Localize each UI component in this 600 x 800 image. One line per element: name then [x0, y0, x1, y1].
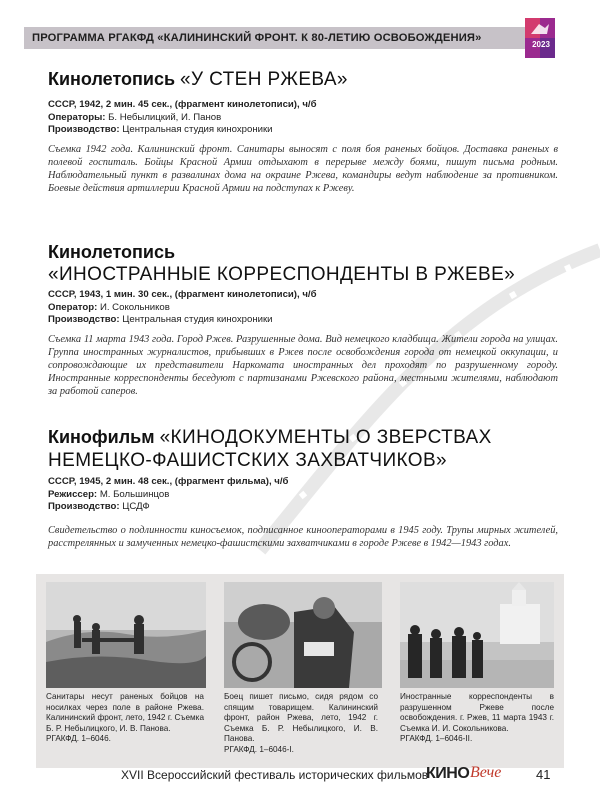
festival-logo-icon	[525, 18, 555, 58]
entry-title-text: «КИНОДОКУМЕНТЫ О ЗВЕРСТВАХ	[159, 427, 492, 448]
footer-brand-kino: КИНО	[426, 765, 470, 782]
entry-operators: Операторы: Б. Небылицкий, И. Панов	[48, 111, 222, 123]
entry-description: Свидетельство о подлинности киносъемок, подписанное кинооператорами в 1945 году. Трупы мирных жителей, расстрелянных и замученных немецко-фашистскими захватчиками в городе Ржеве в 1942—1943 годах.	[48, 524, 558, 549]
header-bar	[24, 27, 554, 49]
entry-description: Съемка 11 марта 1943 года. Город Ржев. Разрушенные дома. Вид немецкого кладбища. Жители города на улицах. Группа иностранных журналистов, прибывших в Ржев после освобождения города от немецкой оккупации, и сопровождающие их представители Наркомата иностранных дел проходят по разрушенному городу. Иностранные корреспонденты беседуют с партизанами Ржевского района, местными жителями, наблюдают за работой саперов.	[48, 333, 558, 397]
page-footer	[0, 762, 600, 786]
photo-correspondents	[400, 582, 554, 688]
header-title: ПРОГРАММА РГАКФД «КАЛИНИНСКИЙ ФРОНТ. К 80-ЛЕТИЮ ОСВОБОЖДЕНИЯ»	[32, 32, 482, 44]
entry-details: СССР, 1943, 1 мин. 30 сек., (фрагмент кинолетописи), ч/б	[48, 289, 317, 300]
photo-stretcher-bearers	[46, 582, 206, 688]
entry-title	[48, 68, 558, 91]
entry-title-line2	[48, 449, 558, 472]
entry-production: Производство: Центральная студия кинохроники	[48, 314, 273, 325]
photo-caption-3: Иностранные корреспонденты в разрушенном Ржеве после освобождения. г. Ржев, 11 марта 1943 г. Съемка И. И. Сокольникова. РГАКФД. 1–6046-II.	[400, 692, 554, 743]
entry-prefix: Кинолетопись	[48, 242, 176, 262]
page-number: 41	[536, 767, 551, 782]
entry-production: Производство: Центральная студия кинохроники	[48, 124, 273, 135]
entry-title	[48, 426, 558, 449]
film-entry-2	[48, 241, 558, 398]
entry-details: СССР, 1945, 2 мин. 48 сек., (фрагмент фильма), ч/б	[48, 476, 289, 487]
entry-director: Режиссер: М. Большинцов	[48, 488, 170, 500]
photo-caption-2: Боец пишет письмо, сидя рядом со спящим товарищем. Калининский фронт, район Ржева, лето, 1942 г. Съемка Б. Р. Небылицкого, И. В. Панова. РГАКФД. 1–6046-I.	[224, 692, 378, 754]
entry-title-text: «У СТЕН РЖЕВА»	[180, 69, 348, 90]
logo-year: 2023	[532, 40, 550, 49]
entry-title-text-2: НЕМЕЦКО-ФАШИСТСКИХ ЗАХВАТЧИКОВ»	[48, 450, 448, 471]
entry-prefix-line	[48, 241, 558, 263]
film-entry-3	[48, 426, 558, 550]
photo-caption-1: Санитары несут раненых бойцов на носилках через поле в районе Ржева. Калининский фронт, лето, 1942 г. Съемка Б. Р. Небылицкого, И. В. Панова. РГАКФД. 1–6046.	[46, 692, 204, 743]
film-entry-1	[48, 68, 558, 195]
entry-description: Съемка 1942 года. Калининский фронт. Санитары выносят с поля боя раненых бойцов. Доставка раненых в полевой госпиталь. Бойцы Красной Армии отдыхают в перерыве между боями, пишут письма родным. Наблюдательный пункт в развалинах дома на окраине Ржева, командиры ведут наблюдение за противником. Боевые действия артиллерии Красной Армии на подступах к Ржеву.	[48, 143, 558, 194]
entry-operators: Оператор: И. Сокольников	[48, 301, 170, 313]
footer-festival-name: XVII Всероссийский фестиваль исторических фильмов	[121, 768, 429, 782]
entry-production: Производство: ЦСДФ	[48, 501, 150, 512]
entry-prefix: Кинолетопись	[48, 69, 176, 89]
entry-title-text: «ИНОСТРАННЫЕ КОРРЕСПОНДЕНТЫ В РЖЕВЕ»	[48, 264, 516, 285]
entry-title	[48, 263, 558, 286]
footer-brand-veche: Вече	[470, 764, 502, 781]
photo-panel	[36, 574, 564, 768]
entry-details: СССР, 1942, 2 мин. 45 сек., (фрагмент кинолетописи), ч/б	[48, 99, 317, 110]
photo-soldier-writing	[224, 582, 382, 688]
entry-prefix: Кинофильм	[48, 427, 155, 447]
